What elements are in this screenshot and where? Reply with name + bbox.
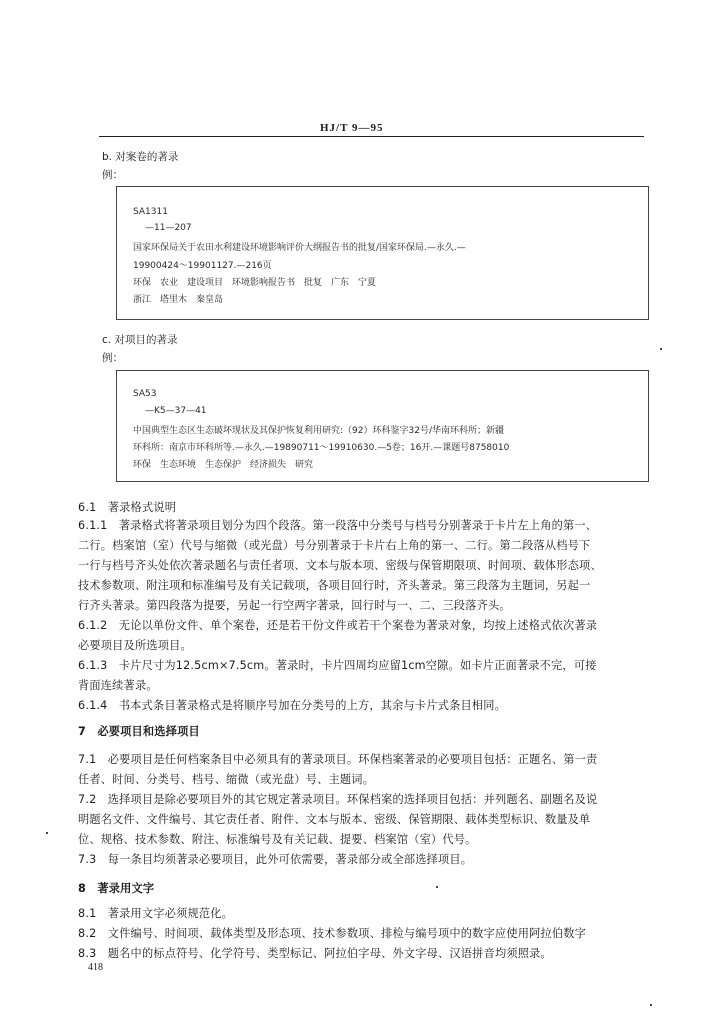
clause-8-1: 8.1 著录用文字必须规范化。	[78, 907, 234, 920]
card-c-title-line: 中国典型生态区生态破坏现状及其保护恢复利用研究:（92）环科鉴字32号/华南环科所；新疆	[133, 426, 504, 436]
card-b-date-line: 19900424～19901127.—216页	[133, 261, 272, 271]
section-c-title: c. 对项目的著录	[102, 334, 178, 346]
clause-8-3: 8.3 题名中的标点符号、化学符号、类型标记、阿拉伯字母、外文字母、汉语拼音均须照录。	[78, 947, 552, 960]
page-number: 418	[88, 962, 103, 973]
clause-6-1-1-line-5: 行齐头著录。第四段落为提要，另起一行空两字著录，回行时与一、二、三段落齐头。	[78, 599, 511, 612]
clause-6-1-heading: 6.1 著录格式说明	[78, 501, 177, 514]
section-c-example-label: 例：	[102, 352, 123, 364]
clause-7-2-line-2: 明题名文件、文件编号、其它责任者、附件、文本与版本、密级、保管期限、载体类型标识、数量及单	[78, 813, 591, 826]
clause-6-1-1-line-3: 一行与档号齐头处依次著录题名与责任者项、文本与版本项、密级与保管期限项、时间项、载体形态项、	[78, 559, 602, 572]
scan-speck	[46, 832, 48, 834]
clause-6-1-1-line-2: 二行。档案馆（室）代号与缩微（或光盘）号分别著录于卡片右上角的第一、二行。第二段落从档号下	[78, 539, 591, 552]
header-rule	[99, 136, 644, 137]
clause-6-1-3-line-2: 背面连续著录。	[78, 679, 158, 692]
clause-7-2-line-3: 位、规格、技术参数、附注、标准编号及有关记载、提要、档案馆（室）代号。	[78, 833, 477, 846]
clause-8-2: 8.2 文件编号、时间项、载体类型及形态项、技术参数项、排检与编号项中的数字应使用阿拉伯数字	[78, 927, 587, 940]
catalog-card-b	[116, 186, 649, 320]
clause-7-2-line-1: 7.2 选择项目是除必要项目外的其它规定著录项目。环保档案的选择项目包括：并列题名、副题名及说	[78, 793, 598, 806]
scan-speck	[436, 886, 438, 888]
card-b-classification: SA1311	[133, 207, 168, 217]
clause-6-1-2-line-2: 必要项目及所选项目。	[78, 639, 192, 652]
clause-7-1-line-2: 任者、时间、分类号、档号、缩微（或光盘）号、主题词。	[78, 773, 375, 786]
card-c-subjects-line: 环保 生态环境 生态保护 经济损失 研究	[133, 460, 314, 470]
clause-6-1-1-line-4: 技术参数项、附注项和标准编号及有关记载项，各项目回行时，齐头著录。第三段落为主题词，另起一	[78, 579, 591, 592]
card-b-file-number: —11—207	[145, 223, 192, 233]
clause-7-3: 7.3 每一条目均须著录必要项目，此外可依需要，著录部分或全部选择项目。	[78, 853, 473, 866]
clause-6-1-1-line-1: 6.1.1 著录格式将著录项目划分为四个段落。第一段落中分类号与档号分别著录于卡片左上角的第一、	[78, 519, 598, 532]
clause-7-1-line-1: 7.1 必要项目是任何档案条目中必须具有的著录项目。环保档案著录的必要项目包括：正题名、第一责	[78, 753, 598, 766]
card-b-subjects-line-2: 浙江 塔里木 秦皇岛	[133, 295, 224, 305]
scan-speck	[650, 1004, 652, 1006]
section-7-heading: 7 必要项目和选择项目	[78, 725, 200, 738]
standard-code: HJ/T 9—95	[320, 122, 384, 134]
section-b-title: b. 对案卷的著录	[102, 151, 179, 163]
clause-6-1-4: 6.1.4 书本式条目著录格式是将顺序号加在分类号的上方，其余与卡片式条目相同。	[78, 699, 507, 712]
clause-6-1-3-line-1: 6.1.3 卡片尺寸为12.5cm×7.5cm。著录时，卡片四周均应留1cm空隙。如卡片正面著录不完，可接	[78, 659, 597, 672]
card-c-date-line: 环科所：南京市环科所等.—永久.—19890711～19910630.—5卷；16开.—课题号8758010	[133, 443, 510, 453]
card-c-file-number: —K5—37—41	[145, 406, 207, 416]
catalog-card-c	[116, 370, 649, 482]
section-b-example-label: 例：	[102, 169, 123, 181]
card-b-title-line: 国家环保局关于农田水利建设环境影响评价大纲报告书的批复/国家环保局.—永久.—	[133, 243, 466, 253]
card-c-classification: SA53	[133, 389, 157, 399]
card-b-subjects-line: 环保 农业 建设项目 环境影响报告书 批复 广东 宁夏	[133, 278, 377, 288]
scan-speck	[660, 348, 662, 350]
clause-6-1-2-line-1: 6.1.2 无论以单份文件、单个案卷，还是若干份文件或若干个案卷为著录对象，均按上述格式依次著录	[78, 619, 598, 632]
section-8-heading: 8 著录用文字	[78, 882, 155, 895]
